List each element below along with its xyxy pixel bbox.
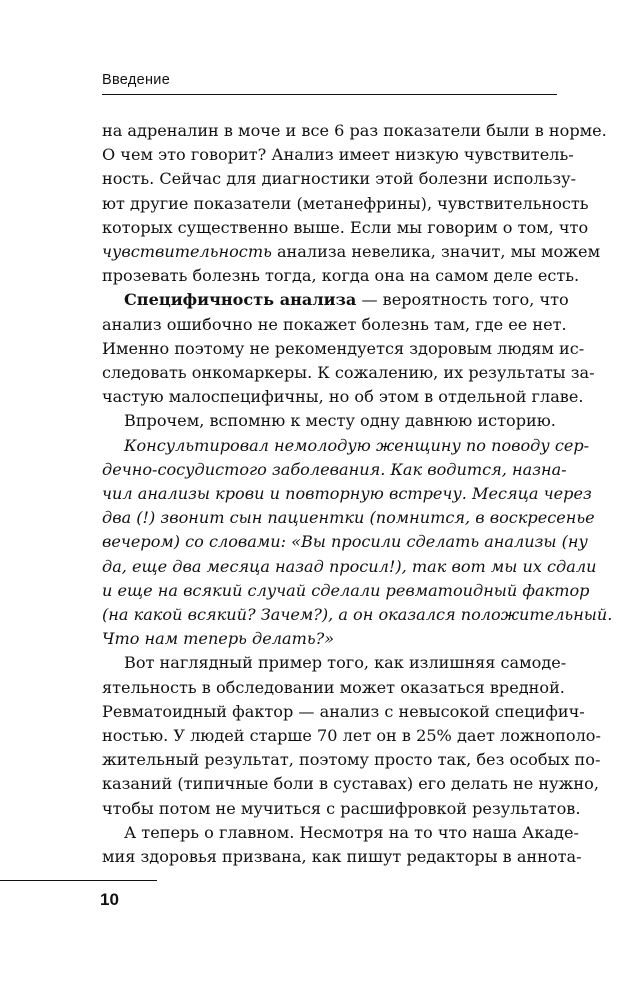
- text-line: Консультировал немолодую женщину по поводу сер-: [124, 435, 590, 455]
- header-rule: [102, 94, 557, 95]
- text-line: Вот наглядный пример того, как излишняя самоде-: [124, 653, 567, 673]
- text-line: жительный результат, поэтому просто так, без особых по-: [102, 750, 601, 770]
- footer-rule: [0, 880, 157, 881]
- paragraph: [102, 821, 582, 869]
- text-line: прозевать болезнь тогда, когда она на самом деле есть.: [102, 266, 580, 286]
- text-line: ностью. У людей старше 70 лет он в 25% дает ложнополо-: [102, 726, 601, 746]
- text-line: дечно-сосудистого заболевания. Как водится, назна-: [102, 459, 567, 479]
- text-fragment: — вероятность того, что: [356, 290, 569, 310]
- text-line: ятельность в обследовании может оказаться вредной.: [102, 677, 565, 697]
- text-line: А теперь о главном. Несмотря на то что наша Акаде-: [124, 822, 579, 842]
- text-line: Впрочем, вспомню к месту одну давнюю историю.: [124, 411, 556, 431]
- text-line: да, еще два месяца назад просил!), так вот мы их сдали: [102, 556, 597, 576]
- text-line: два (!) звонит сын пациентки (помнится, в воскресенье: [102, 508, 595, 528]
- text-line: Именно поэтому не рекомендуется здоровым людям ис-: [102, 338, 585, 358]
- text-line: на адреналин в моче и все 6 раз показатели были в норме.: [102, 121, 607, 140]
- text-line: которых существенно выше. Если мы говорим о том, что: [102, 217, 589, 237]
- paragraph: [102, 119, 607, 288]
- text-line: Что нам теперь делать?»: [102, 629, 335, 649]
- text-line: О чем это говорит? Анализ имеет низкую чувствитель-: [102, 145, 574, 165]
- text-line: мия здоровья призвана, как пишут редакторы в аннота-: [102, 847, 582, 867]
- text-fragment: анализа невелика, значит, мы можем: [271, 242, 601, 262]
- text-line: ют другие показатели (метанефрины), чувствительность: [102, 193, 589, 213]
- paragraph: [102, 288, 595, 409]
- text-line: вечером) со словами: «Вы просили сделать анализы (ну: [102, 532, 588, 552]
- quote-paragraph: [102, 434, 613, 652]
- paragraph: [102, 651, 601, 820]
- page-number: 10: [100, 890, 119, 909]
- text-line: ность. Сейчас для диагностики этой болезни использу-: [102, 169, 577, 189]
- italic-term: чувствительность: [102, 242, 272, 262]
- text-line: анализ ошибочно не покажет болезнь там, где ее нет.: [102, 314, 567, 334]
- text-line: [102, 240, 601, 264]
- text-line: следовать онкомаркеры. К сожалению, их результаты за-: [102, 363, 595, 383]
- text-line: чил анализы крови и повторную встречу. Месяца через: [102, 484, 592, 504]
- text-line: частую малоспецифичны, но об этом в отдельной главе.: [102, 387, 584, 407]
- text-line: (на какой всякий? Зачем?), а он оказался положительный.: [102, 605, 613, 625]
- text-line: Ревматоидный фактор — анализ с невысокой специфич-: [102, 701, 585, 721]
- bold-term: Специфичность анализа: [124, 290, 357, 310]
- body-text: [102, 119, 613, 869]
- running-title: Введение: [102, 72, 171, 88]
- text-line: казаний (типичные боли в суставах) его делать не нужно,: [102, 774, 599, 794]
- text-line: [102, 288, 569, 312]
- text-line: и еще на всякий случай сделали ревматоидный фактор: [102, 580, 590, 600]
- paragraph: [102, 409, 557, 433]
- text-line: чтобы потом не мучиться с расшифровкой результатов.: [102, 798, 581, 818]
